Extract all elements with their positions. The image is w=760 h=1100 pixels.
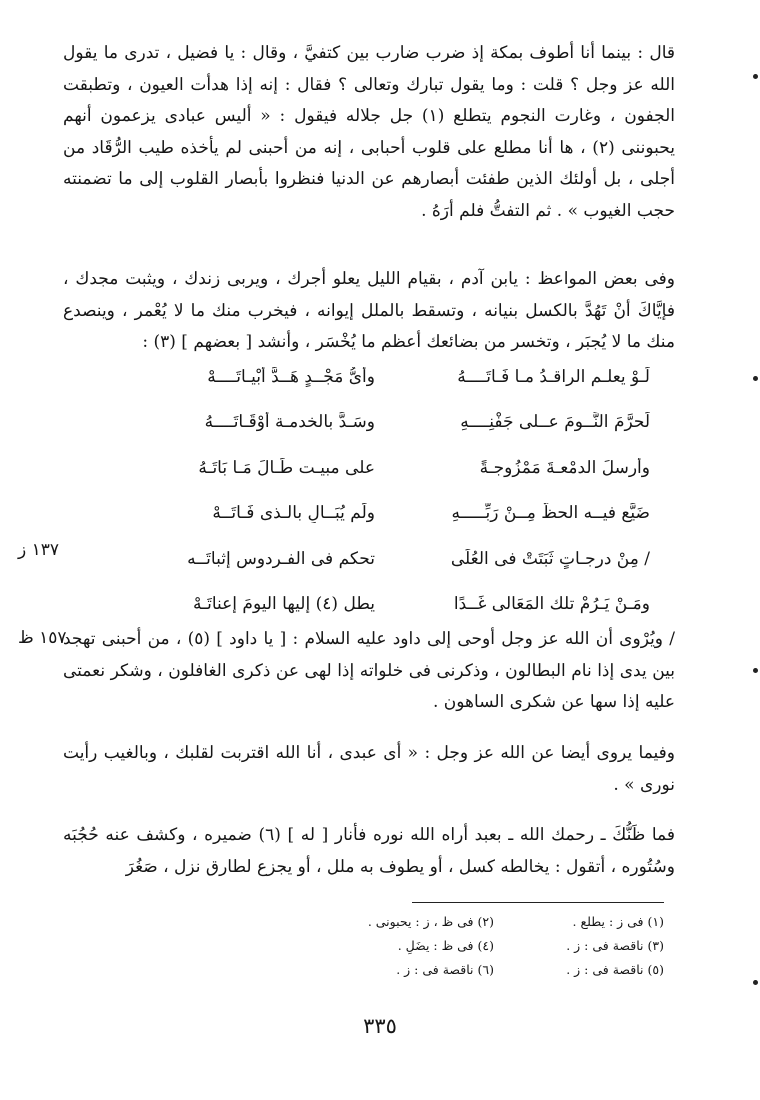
poem-second-hemistich: يطل (٤) إليها اليومَ إعناتَـهْ [193, 594, 375, 615]
paragraph-fudayl-story [63, 38, 675, 227]
poem-verse [130, 491, 650, 537]
poem [130, 354, 650, 627]
page-number: ٣٣٥ [363, 1014, 397, 1038]
footnotes [344, 910, 664, 982]
footnote-item: (١) فى ز : يطلع . [572, 914, 664, 929]
footnote-separator-rule [412, 902, 664, 903]
manuscript-folio-note-z: ١٣٧ ز [18, 540, 60, 560]
footnote-item: (٢) فى ظ ، ز : يحبونى . [367, 914, 494, 929]
scan-speck [753, 376, 758, 381]
poem-first-hemistich: وأرسلَ الدمْعـةَ مَمْزُوجـةً [479, 457, 650, 478]
poem-first-hemistich: ومَـنْ يَـرُمْ تلك المَعَالى غَــدًا [453, 594, 650, 615]
paragraph-divine-saying [63, 738, 675, 801]
poem-verse [130, 400, 650, 446]
paragraph-sermon [63, 264, 675, 359]
poem-second-hemistich: وأىُّ مَجْــدٍ هَــدَّ أبْيـاتَــــهْ [207, 366, 375, 387]
scan-speck [753, 980, 758, 985]
footnote-row [344, 934, 664, 958]
paragraph-closing [63, 820, 675, 883]
poem-second-hemistich: على مبيـت طَـالَ مَـا بَاتَـهُ [198, 457, 375, 478]
manuscript-folio-note-zh: ١٥٧ ظ [18, 628, 67, 648]
poem-verse [130, 354, 650, 400]
paragraph-text: فما ظَنُّكَ ـ رحمك الله ـ بعبد أراه الله نوره فأنار [ له ] (٦) ضميره ، وكشف عنه حُجُبَه وسُتُوره ، أتقول : يخالطه كسل ، أو يطوف به ملل ، أو يجزع لطارق نزل ، صَغُرَ [63, 825, 675, 877]
poem-second-hemistich: تحكم فى الفـردوسِ إثباتَــه [187, 548, 375, 569]
footnote-item: (٦) ناقصة فى : ز . [396, 962, 494, 977]
poem-first-hemistich: ضَيَّع فيــه الحظَّ مِــنْ رَبِّـــــهِ [451, 503, 650, 524]
footnote-item: (٥) ناقصة فى : ز . [566, 962, 664, 977]
poem-first-hemistich: لَـوْ يعلـم الراقـدُ مـا فَـاتَــــهُ [457, 366, 650, 387]
poem-verse [130, 582, 650, 628]
footnote-item: (٣) ناقصة فى : ز . [566, 938, 664, 953]
footnote-row [344, 910, 664, 934]
poem-verse [130, 536, 650, 582]
footnote-item: (٤) فى ظ : يضَلِ . [397, 938, 494, 953]
poem-verse [130, 445, 650, 491]
paragraph-david-revelation [63, 624, 675, 719]
paragraph-text: وفيما يروى أيضا عن الله عز وجل : « أى عبدى ، أنا الله اقتربت لقلبك ، وبالغيب رأيت نورى » . [63, 743, 675, 795]
poem-first-hemistich: / مِنْ درجـاتٍ ثَبَتَتْ فى العُلَى [450, 548, 650, 569]
paragraph-text: / ويُرْوى أن الله عز وجل أوحى إلى داود عليه السلام : [ يا داود ] (٥) ، من أحبنى تهجد بين يدى إذا نام البطالون ، وذكرنى فى خلواته إذا لهى عن ذكرى الغافلون ، وشكر نعمتى عليه إذا سها عن شكرى الساهون . [63, 629, 675, 712]
scan-speck [753, 74, 758, 79]
poem-first-hemistich: لَحرَّمَ النَّــومَ عــلى جَفْنِــــهِ [460, 412, 650, 433]
poem-second-hemistich: ولَم يُبَــالِ بالـذى فَـاتَــهْ [212, 503, 375, 524]
paragraph-text: وفى بعض المواعظ : يابن آدم ، بقيام الليل يعلو أجرك ، ويربى زندك ، ويثبت مجدك ، فإيَّاكَ أنْ تَهُدَّ بالكسل بنيانه ، وتسقط بالملل إيوانه ، فيخرب منك ما لا يُعْمر ، وينصدع منك ما لا يُجبَر ، وتخسر من بضائعك أعظم ما يُخْسَر ، وأنشد [ بعضهم ] (٣) : [63, 269, 675, 352]
scan-speck [753, 668, 758, 673]
footnote-row [344, 958, 664, 982]
paragraph-text: قال : بينما أنا أطوف بمكة إذ ضرب ضارب بين كتفيَّ ، وقال : يا فضيل ، تدرى ما يقول الله عز وجل ؟ قلت : وما يقول تبارك وتعالى ؟ فقال : إنه إذا هدأت العيون ، وتطبقت الجفون ، وغارت النجوم يتطلع (١) جل جلاله فيقول : « أليس عبادى يزعمون أنهم يحبوننى (٢) ، ها أنا مطلع على قلوب أحبابى ، إنه من أحبنى لم يأخذه طيب الرُّقَاد من أجلى ، بل أولئك الذين طفئت أبصارهم عن الدنيا فنظروا بأبصار القلوب إلى ما تضمنته حجب الغيوب » . ثم التفتُّ فلم أرَهُ . [63, 43, 676, 221]
poem-second-hemistich: وسَـدَّ بالخدمـة أوْقَـاتَــــهُ [204, 412, 375, 433]
